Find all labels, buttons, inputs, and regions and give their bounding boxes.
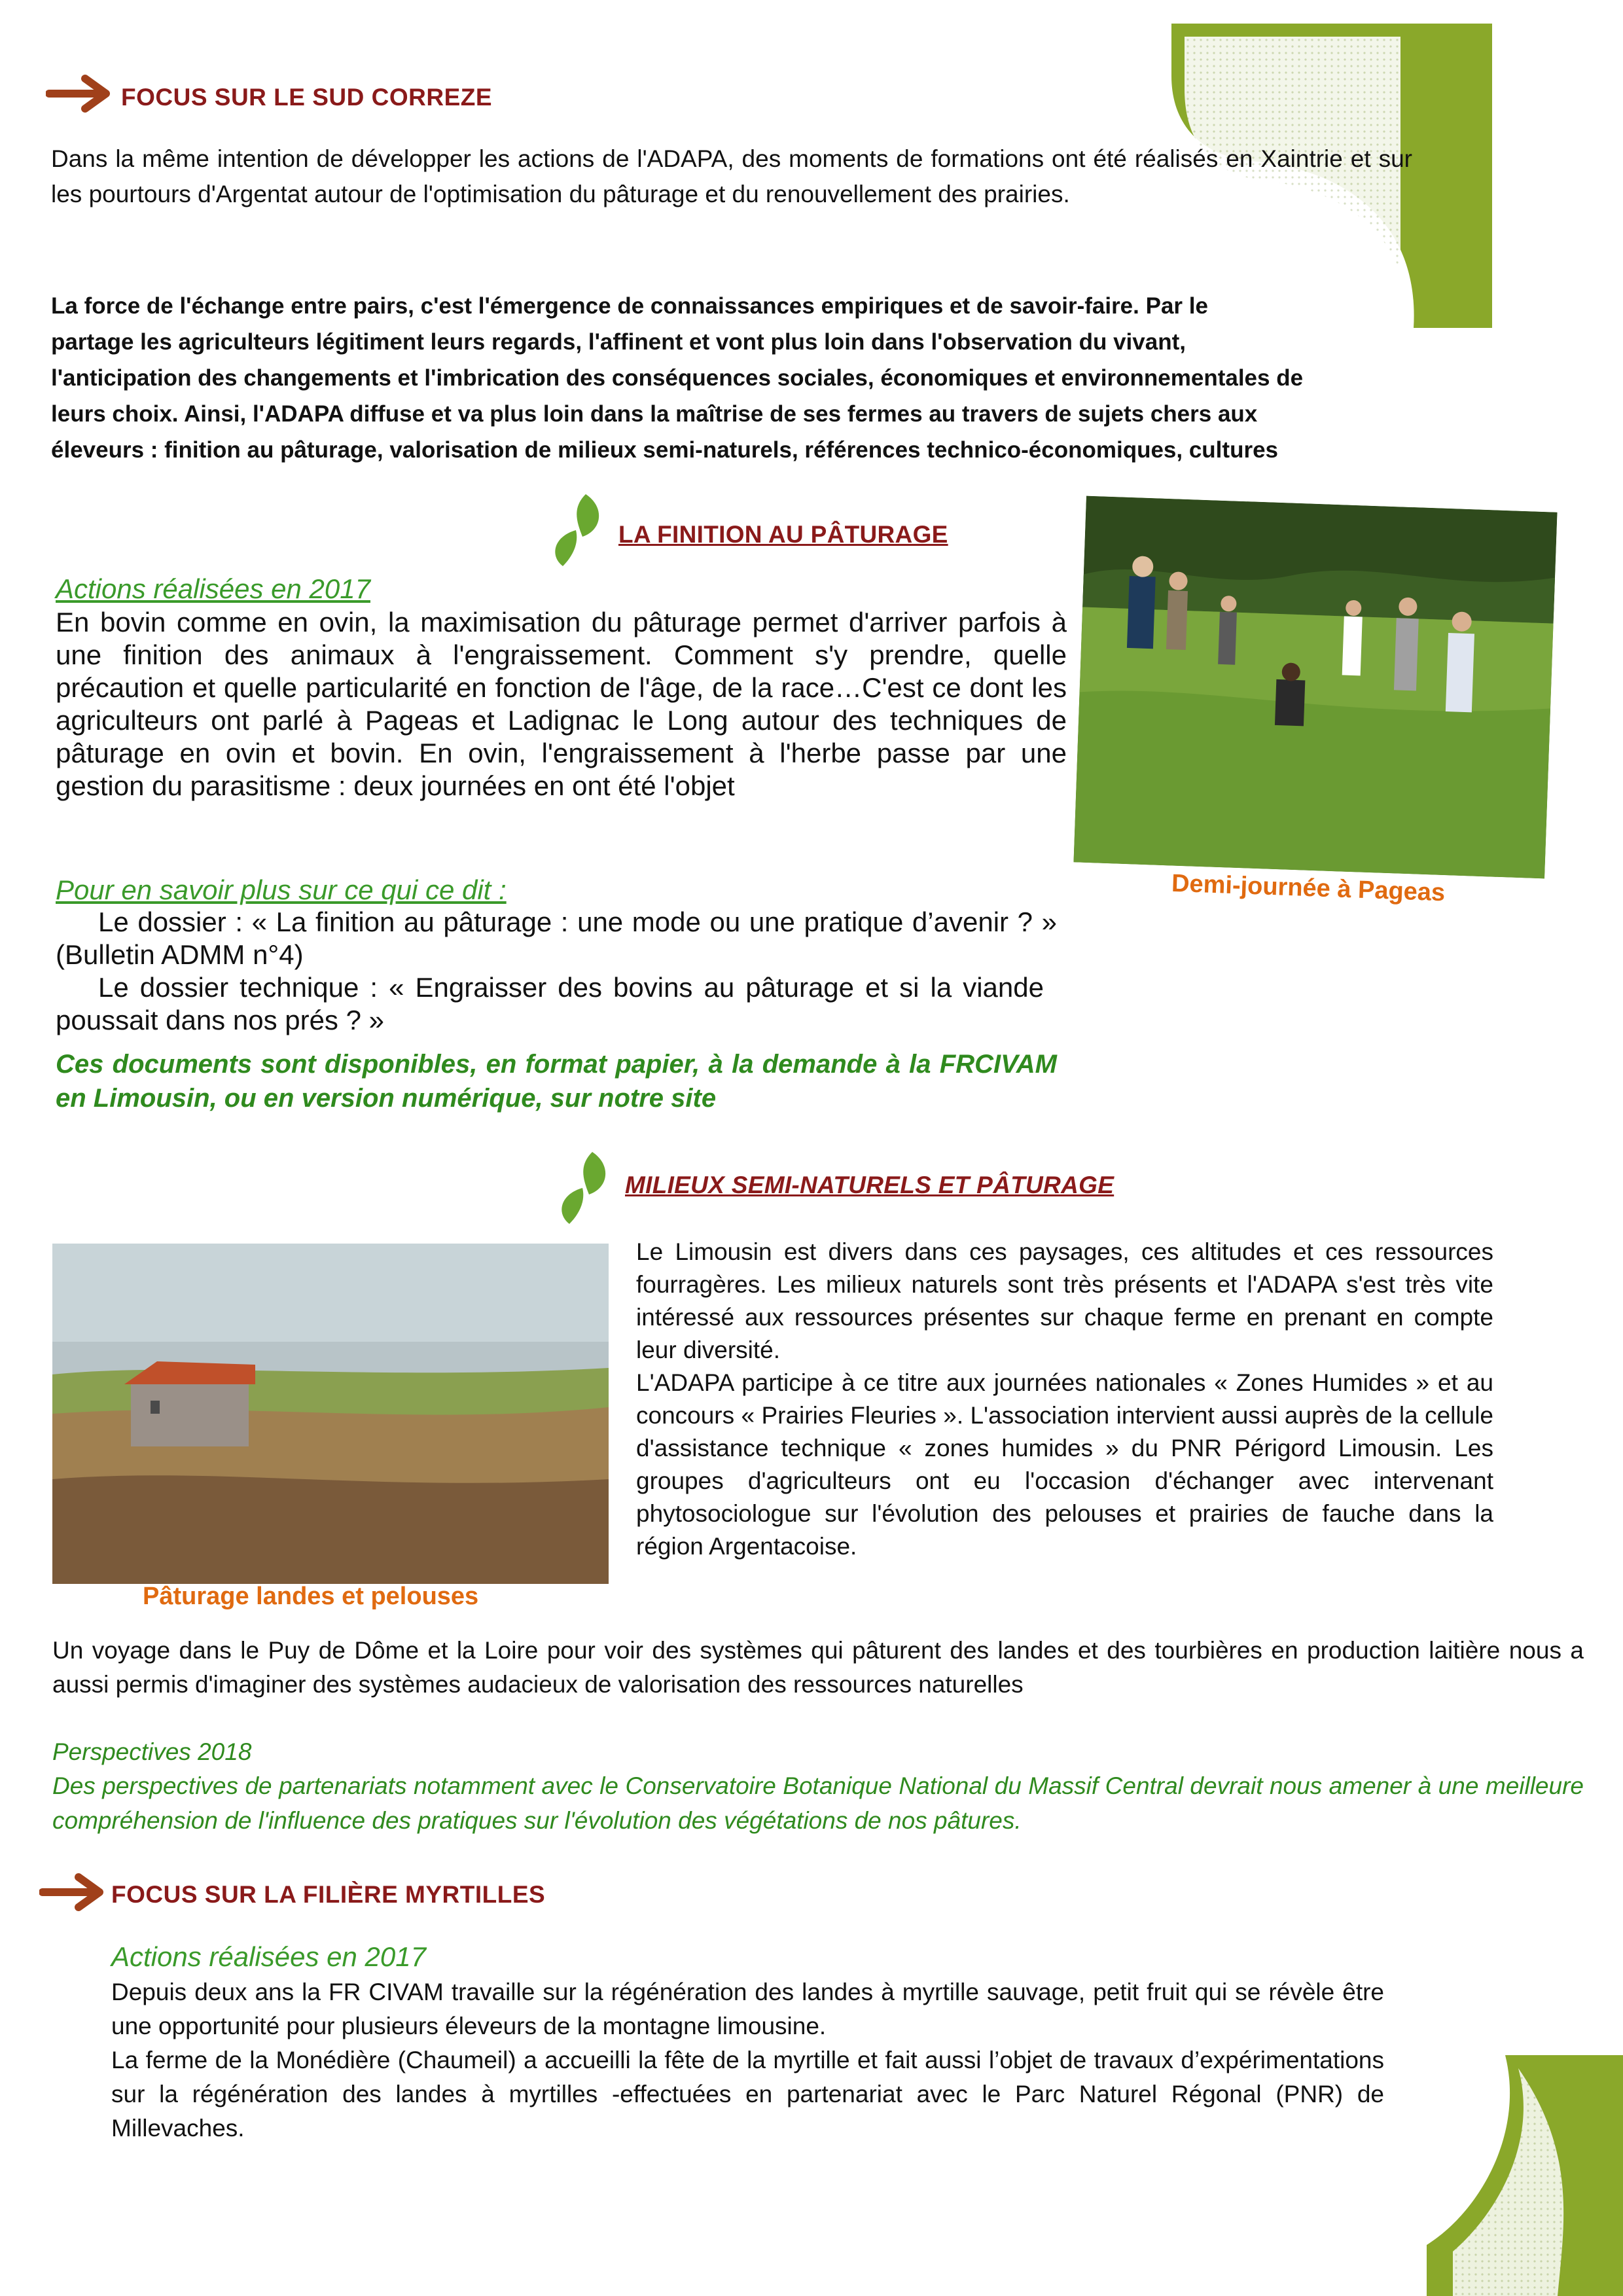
finition-more-heading: Pour en savoir plus sur ce qui ce dit : bbox=[56, 874, 507, 905]
myrtilles-actions-heading: Actions réalisées en 2017 bbox=[111, 1941, 426, 1972]
photo-group-in-field bbox=[1073, 496, 1557, 879]
finition-actions-heading: Actions réalisées en 2017 bbox=[56, 573, 370, 604]
milieux-voyage-text: Un voyage dans le Puy de Dôme et la Loire pour voir des systèmes qui pâturent des landes et des tourbières en production laitière nous a aussi permis d'imaginer des systèmes audacieux de valorisation des ressources naturelles bbox=[52, 1637, 1584, 1698]
leaf-icon bbox=[556, 1149, 615, 1227]
focus-sud-correze-title: FOCUS SUR LE SUD CORREZE bbox=[121, 84, 493, 111]
finition-dossier-2: Le dossier technique : « Engraisser des bovins au pâturage et si la viande poussait dans nos prés ? » bbox=[56, 972, 1044, 1035]
myrtilles-text: Depuis deux ans la FR CIVAM travaille sur la régénération des landes à myrtille sauvage, petit fruit qui se révèle être une opportunité pour plusieurs éleveurs de la montagne limousine. La ferme de la Monédière (Chaumeil) a accueilli la fête de la myrtille et fait aussi l’objet de travaux d’expérimentations sur la régénération des landes à myrtilles -effectuées en partenariat avec le Parc Naturel Régonal (PNR) de Millevaches. bbox=[111, 1979, 1384, 2142]
perspectives-text: Des perspectives de partenariats notamment avec le Conservatoire Botanique National du Massif Central devrait nous amener à une meilleure compréhension de l'influence des pratiques sur l'évolution des végétations de nos pâtures. bbox=[52, 1772, 1584, 1834]
focus-myrtilles-title: FOCUS SUR LA FILIÈRE MYRTILLES bbox=[111, 1881, 546, 1908]
bold-line: La force de l'échange entre pairs, c'est l'émergence de connaissances empiriques et de savoir-faire. Par le bbox=[51, 293, 1208, 319]
bold-line: leurs choix. Ainsi, l'ADAPA diffuse et va plus loin dans la maîtrise de ses fermes au travers de sujets chers aux bbox=[51, 401, 1258, 427]
milieux-section-title: MILIEUX SEMI-NATURELS ET PÂTURAGE bbox=[625, 1172, 1115, 1198]
decorative-green-shape-bottom bbox=[1427, 2055, 1623, 2296]
photo-caption-landes: Pâturage landes et pelouses bbox=[143, 1583, 479, 1610]
bold-line: partage les agriculteurs légitiment leurs regards, l'affinent et vont plus loin dans l'observation du vivant, bbox=[51, 329, 1186, 355]
photo-farmhouse-landscape bbox=[52, 1244, 609, 1584]
photo-paturage-landes bbox=[52, 1244, 609, 1584]
leaf-icon bbox=[550, 491, 609, 569]
focus-sud-correze-intro: Dans la même intention de développer les actions de l'ADAPA, des moments de formations ont été réalisés en Xaintrie et sur les pourtours d'Argentat autour de l'optimisation du pâturage et du renouvellement des prairies. bbox=[51, 145, 1412, 207]
perspectives-heading: Perspectives 2018 bbox=[52, 1738, 252, 1765]
arrow-icon bbox=[39, 1872, 111, 1912]
finition-actions-text: En bovin comme en ovin, la maximisation du pâturage permet d'arriver parfois à une finition des animaux à l'engraissement. Comment s'y prendre, quelle précaution et quelle particularité en fonction de l'âge, de la race…C'est ce dont les agriculteurs ont parlé à Pageas et Ladignac le Long autour des techniques de pâturage en ovin et bovin. En ovin, l'engraissement à l'herbe passe par une gestion du parasitisme : deux journées en ont été l'objet bbox=[56, 607, 1067, 801]
photo-demi-journee-pageas bbox=[1073, 496, 1557, 879]
finition-availability: Ces documents sont disponibles, en format papier, à la demande à la FRCIVAM en Limousin, ou en version numérique, sur notre site bbox=[56, 1050, 1057, 1113]
photo-caption-pageas: Demi-journée à Pageas bbox=[1171, 869, 1446, 907]
arrow-icon bbox=[46, 73, 118, 114]
finition-dossier-1: Le dossier : « La finition au pâturage : une mode ou une pratique d’avenir ? » (Bulletin ADMM n°4) bbox=[56, 906, 1057, 970]
bold-line: éleveurs : finition au pâturage, valorisation de milieux semi-naturels, références technico-économiques, cultures bbox=[51, 437, 1278, 463]
bold-line: l'anticipation des changements et l'imbrication des conséquences sociales, économiques et environnementales de bbox=[51, 365, 1304, 391]
finition-section-title: LA FINITION AU PÂTURAGE bbox=[618, 521, 948, 548]
focus-sud-correze-bold-text bbox=[51, 288, 1478, 468]
milieux-text: Le Limousin est divers dans ces paysages, ces altitudes et ces ressources fourragères. Les milieux naturels sont très présents et l'ADAPA s'est très vite intéressé aux ressources présentes sur chaque ferme en prenant en compte leur diversité. L'ADAPA participe à ce titre aux journées nationales « Zones Humides » et au concours « Prairies Fleuries ». L'association intervient aussi auprès de la cellule d'assistance technique « zones humides » du PNR Périgord Limousin. Les groupes d'agriculteurs ont eu l'occasion d'échanger avec intervenant phytosociologue sur l'évolution des pelouses et prairies de fauche dans la région Argentacoise. bbox=[636, 1238, 1493, 1560]
